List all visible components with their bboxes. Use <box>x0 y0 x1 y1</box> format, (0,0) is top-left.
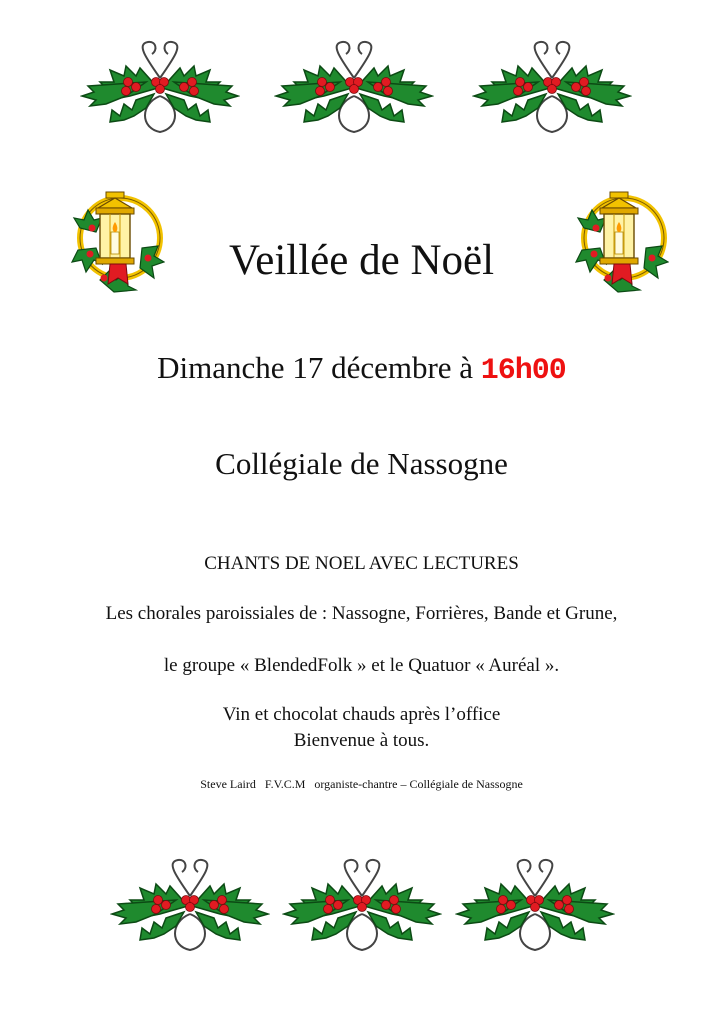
program-heading: CHANTS DE NOEL AVEC LECTURES <box>204 553 519 574</box>
holly-icon <box>80 38 240 138</box>
event-title: Veillée de Noël <box>228 237 495 284</box>
program-groups: le groupe « BlendedFolk » et le Quatuor « Auréal ». <box>163 655 560 676</box>
holly-icon <box>110 856 270 956</box>
holly-icon <box>472 38 632 138</box>
holly-icon <box>455 856 615 956</box>
program-welcome: Bienvenue à tous. <box>293 730 430 751</box>
event-date <box>0 350 723 388</box>
program-refreshments: Vin et chocolat chauds après l’office <box>222 704 501 725</box>
holly-icon <box>274 38 434 138</box>
event-place: Collégiale de Nassogne <box>215 446 508 481</box>
program-choirs: Les chorales paroissiales de : Nassogne, Forrières, Bande et Grune, <box>105 603 618 624</box>
signature: Steve Laird F.V.C.M organiste-chantre – Collégiale de Nassogne <box>200 777 523 791</box>
holly-icon <box>282 856 442 956</box>
event-time: 16h00 <box>480 354 566 388</box>
event-date-text: Dimanche 17 décembre à <box>157 350 481 385</box>
